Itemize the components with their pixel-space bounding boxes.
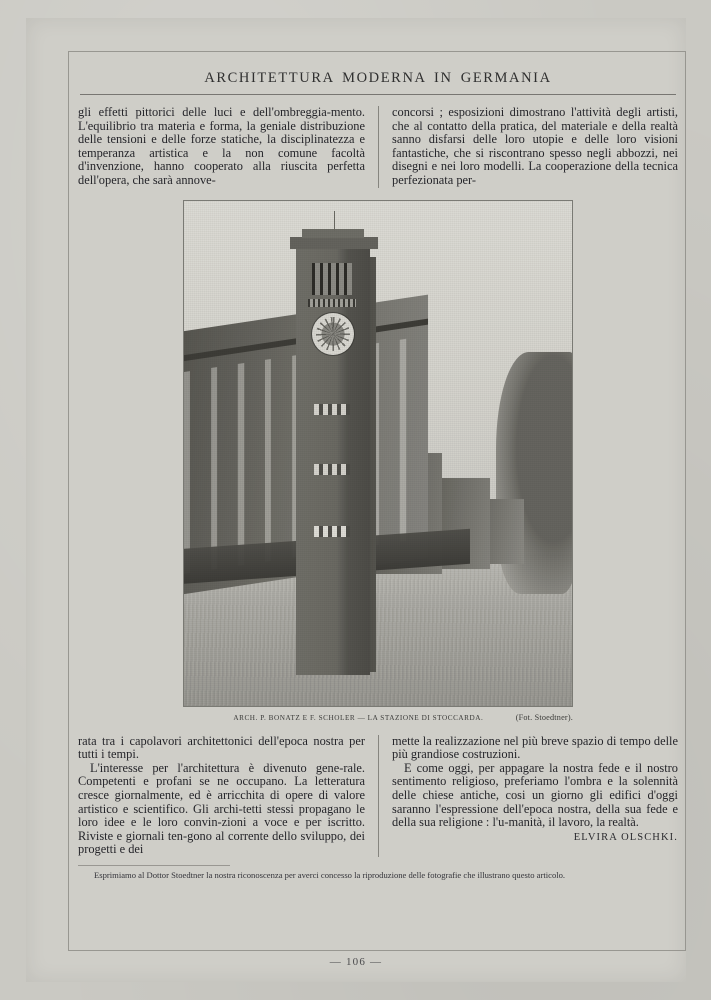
header-rule [80, 94, 676, 95]
paper-sheet [26, 18, 686, 982]
paragraph-lower-left-2: L'interesse per l'architettura è divenuto gene-rale. Competenti e profani se ne occupano. La letteratura cresce giornalmente, ed è arricchita di opere di valore artistico e scientifico. Gli archi-tetti stessi propagano le loro idee e le loro convin-zioni a voce e per iscritto. Riviste e giornali ten-gono al corrente dello sviluppo, dei progetti e dei [78, 760, 365, 857]
footnote-line-1: Esprimiamo al Dottor Stoedtner la nostra riconoscenza per averci concesso la riproduzione delle fotografie che illustrano [94, 869, 510, 880]
figure-caption: ARCH. P. BONATZ E F. SCHOLER — LA STAZIONE DI STOCCARDA. [233, 713, 484, 722]
upper-right-column [378, 106, 678, 188]
upper-columns [78, 106, 678, 188]
lower-columns [78, 735, 678, 857]
figure-caption-row [183, 713, 573, 722]
figure-credit: (Fot. Stoedtner). [515, 712, 573, 722]
page-content [78, 62, 678, 942]
running-head: ARCHITETTURA MODERNA IN GERMANIA [204, 70, 552, 86]
footnote-line-2: questo articolo. [512, 869, 566, 880]
photo-frame [183, 200, 573, 707]
author-signature: ELVIRA OLSCHKI. [573, 831, 678, 843]
paragraph-lower-left-1: rata tra i capolavori architettonici dell'epoca nostra per tutti i tempi. [78, 733, 365, 762]
paragraph-lower-right-2: E come oggi, per appagare la nostra fede e il nostro sentimento religioso, preferiamo l'ombra e la solennità delle chiese antiche, cosi un giorno gli edifici d'oggi saranno l'espressione dell'epoca nostra, della sua fede e della sua religione : l'u-manità, il lavoro, la realtà. [392, 760, 678, 830]
paragraph-upper-right: concorsi ; esposizioni dimostrano l'attività degli artisti, che al contatto della pratica, del materiale e della realtà sanno disfarsi delle loro utopie e delle loro visioni fantastiche, che si riscontrano spesso negli abbozzi, nei disegni e nei loro modelli. La cooperazione della tecnica perfezionata per- [392, 105, 678, 187]
footnote-rule [78, 865, 230, 866]
lower-left-column [78, 735, 378, 857]
halftone-grain-overlay [184, 201, 572, 706]
paragraph-lower-right-1: mette la realizzazione nel più breve spazio di tempo delle più grandiose costruzioni. [392, 733, 678, 762]
upper-left-column [78, 106, 378, 188]
photograph-stuttgart-station [184, 201, 572, 706]
paragraph-upper-left: gli effetti pittorici delle luci e dell'ombreggia-mento. L'equilibrio tra materia e forma, la geniale distribuzione delle tensioni e delle forze statiche, la disciplinatezza e temperanza artistica e la non comune facoltà d'invenzione, hanno cooperato alla riuscita perfetta dell'opera, che sarà annove- [78, 105, 365, 187]
footnote-block [78, 870, 678, 880]
page-number: — 106 — [329, 956, 383, 968]
figure-block [78, 200, 678, 722]
lower-right-column [378, 735, 678, 857]
